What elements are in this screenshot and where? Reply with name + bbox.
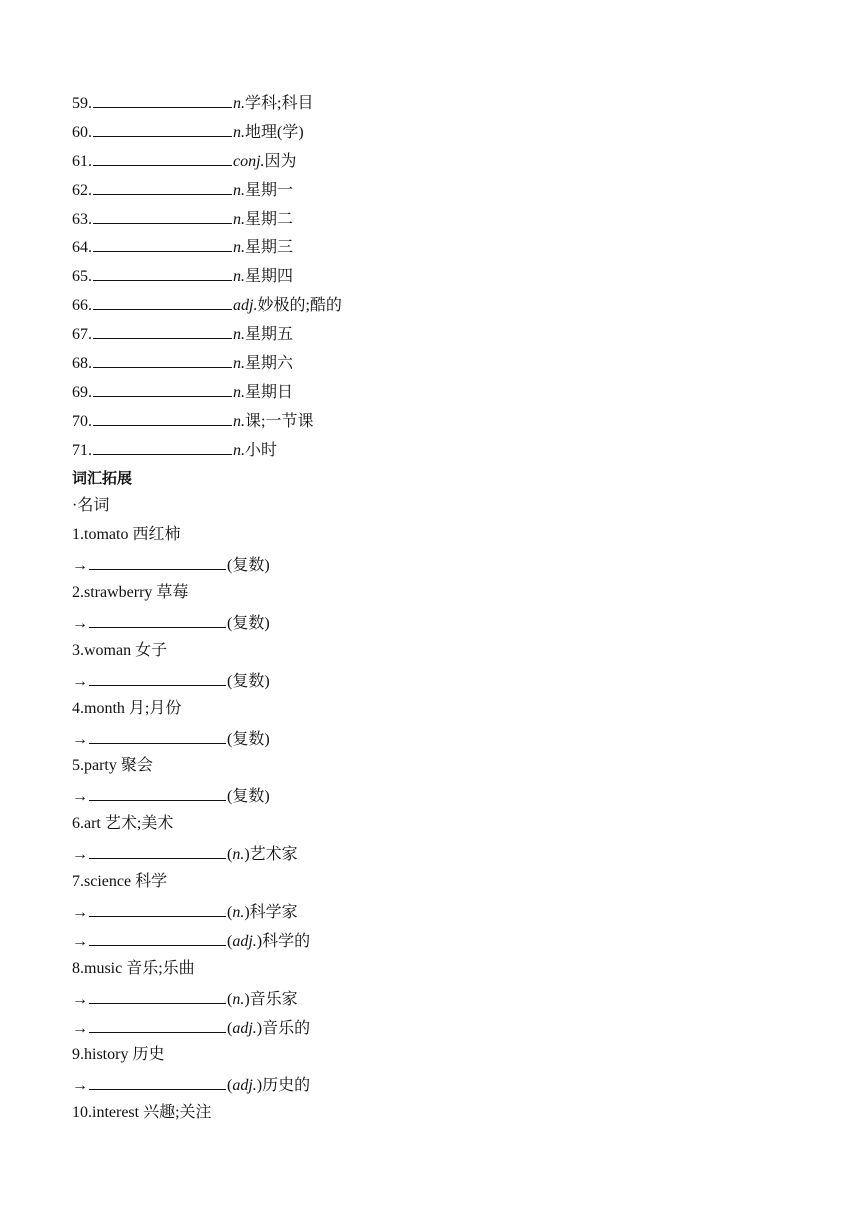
- paren-open: (: [227, 903, 233, 921]
- answer-blank[interactable]: [93, 146, 232, 166]
- arrow-icon: →: [72, 932, 88, 950]
- meaning: 星期四: [245, 268, 294, 286]
- vocab-item: [72, 117, 792, 146]
- vocab-item: [72, 232, 792, 261]
- answer-blank[interactable]: [89, 1070, 226, 1090]
- form-note: )科学的: [256, 932, 311, 950]
- part-of-speech: n.: [233, 181, 245, 199]
- vocab-item: [72, 435, 792, 464]
- part-of-speech: n.: [232, 903, 245, 921]
- item-number: 60.: [72, 123, 92, 141]
- item-number: 59.: [72, 95, 92, 112]
- derived-form-row: [72, 781, 792, 810]
- paren-open: (: [227, 990, 233, 1008]
- vocab-item: [72, 88, 792, 117]
- meaning: 地理(学): [245, 123, 304, 141]
- meaning: 星期六: [245, 355, 294, 373]
- answer-blank[interactable]: [93, 348, 232, 368]
- vocab-item: [72, 406, 792, 435]
- derived-form-row: [72, 1013, 792, 1042]
- answer-blank[interactable]: [89, 781, 226, 801]
- answer-blank[interactable]: [93, 175, 232, 195]
- answer-blank[interactable]: [89, 926, 226, 946]
- meaning: 妙极的;酷的: [257, 297, 342, 315]
- answer-blank[interactable]: [89, 897, 226, 917]
- headword: 3.woman 女子: [72, 641, 168, 659]
- vocab-list: [72, 88, 792, 464]
- answer-blank[interactable]: [93, 319, 232, 339]
- paren-open: (: [227, 1077, 233, 1095]
- vocab-item: [72, 377, 792, 406]
- meaning: 因为: [264, 152, 297, 170]
- vocab-item: [72, 290, 792, 319]
- headword: 1.tomato 西红柿: [72, 526, 181, 544]
- arrow-icon: →: [72, 557, 88, 575]
- item-number: 63.: [72, 210, 92, 228]
- answer-blank[interactable]: [93, 435, 232, 455]
- form-note: )艺术家: [244, 846, 298, 864]
- item-number: 68.: [72, 355, 92, 373]
- answer-blank[interactable]: [93, 290, 232, 310]
- part-of-speech: n.: [233, 441, 245, 459]
- arrow-icon: →: [72, 846, 88, 864]
- meaning: 星期日: [245, 383, 294, 401]
- form-note: 复数): [232, 788, 270, 806]
- derived-form-row: [72, 926, 792, 955]
- part-of-speech: n.: [233, 95, 245, 112]
- worksheet: [72, 88, 792, 1128]
- headword: 2.strawberry 草莓: [72, 584, 189, 602]
- answer-blank[interactable]: [89, 984, 226, 1004]
- part-of-speech: conj.: [233, 152, 265, 170]
- form-note: 复数): [232, 672, 270, 690]
- meaning: 星期一: [245, 181, 294, 199]
- paren-open: (: [227, 1019, 233, 1037]
- derived-form-row: [72, 724, 792, 753]
- meaning: 星期二: [245, 210, 294, 228]
- arrow-icon: →: [72, 730, 88, 748]
- item-number: 61.: [72, 152, 92, 170]
- answer-blank[interactable]: [93, 406, 232, 426]
- part-of-speech: n.: [233, 412, 245, 430]
- derived-form-row: [72, 897, 792, 926]
- item-number: 66.: [72, 297, 92, 315]
- headword: 4.month 月;月份: [72, 699, 182, 717]
- meaning: 学科;科目: [245, 95, 314, 112]
- part-of-speech: n.: [233, 383, 245, 401]
- item-number: 69.: [72, 383, 92, 401]
- subsection-title: ·名词: [72, 497, 110, 515]
- paren-open: (: [227, 788, 233, 806]
- part-of-speech: adj.: [232, 932, 257, 950]
- arrow-icon: →: [72, 1077, 88, 1095]
- derived-form-row: [72, 550, 792, 579]
- arrow-icon: →: [72, 990, 88, 1008]
- paren-open: (: [227, 932, 233, 950]
- arrow-icon: →: [72, 788, 88, 806]
- headword: 6.art 艺术;美术: [72, 815, 174, 833]
- part-of-speech: n.: [232, 846, 245, 864]
- headword: 8.music 音乐;乐曲: [72, 959, 195, 977]
- paren-open: (: [227, 730, 233, 748]
- item-number: 65.: [72, 268, 92, 286]
- paren-open: (: [227, 557, 233, 575]
- meaning: 星期三: [245, 239, 294, 257]
- expansion-list: [72, 521, 792, 1128]
- item-number: 64.: [72, 239, 92, 257]
- form-note: 复数): [232, 557, 270, 575]
- part-of-speech: n.: [233, 326, 245, 344]
- part-of-speech: n.: [233, 239, 245, 257]
- answer-blank[interactable]: [93, 117, 232, 137]
- arrow-icon: →: [72, 903, 88, 921]
- derived-form-row: [72, 608, 792, 637]
- answer-blank[interactable]: [93, 261, 232, 281]
- form-note: )历史的: [256, 1077, 311, 1095]
- part-of-speech: n.: [233, 268, 245, 286]
- part-of-speech: adj.: [232, 1077, 257, 1095]
- form-note: )科学家: [244, 903, 298, 921]
- arrow-icon: →: [72, 672, 88, 690]
- headword: 9.history 历史: [72, 1046, 165, 1064]
- part-of-speech: n.: [233, 210, 245, 228]
- vocab-item: [72, 175, 792, 204]
- paren-open: (: [227, 672, 233, 690]
- meaning: 小时: [245, 441, 278, 459]
- arrow-icon: →: [72, 1019, 88, 1037]
- headword: 10.interest 兴趣;关注: [72, 1104, 212, 1122]
- answer-blank[interactable]: [89, 608, 226, 628]
- item-number: 70.: [72, 412, 92, 430]
- item-number: 67.: [72, 326, 92, 344]
- answer-blank[interactable]: [89, 1013, 226, 1033]
- answer-blank[interactable]: [93, 204, 232, 224]
- answer-blank[interactable]: [93, 232, 232, 252]
- form-note: 复数): [232, 615, 270, 633]
- vocab-item: [72, 146, 792, 175]
- derived-form-row: [72, 666, 792, 695]
- part-of-speech: n.: [232, 990, 245, 1008]
- answer-blank[interactable]: [93, 88, 232, 108]
- headword: 7.science 科学: [72, 873, 168, 891]
- meaning: 课;一节课: [245, 412, 314, 430]
- answer-blank[interactable]: [93, 377, 232, 397]
- vocab-item: [72, 204, 792, 233]
- answer-blank[interactable]: [89, 839, 226, 859]
- vocab-item: [72, 348, 792, 377]
- headword: 5.party 聚会: [72, 757, 153, 775]
- paren-open: (: [227, 846, 233, 864]
- part-of-speech: n.: [233, 355, 245, 373]
- form-note: 复数): [232, 730, 270, 748]
- vocab-item: [72, 319, 792, 348]
- derived-form-row: [72, 1070, 792, 1099]
- answer-blank[interactable]: [89, 724, 226, 744]
- derived-form-row: [72, 839, 792, 868]
- paren-open: (: [227, 615, 233, 633]
- section-title: 词汇拓展: [72, 468, 133, 487]
- meaning: 星期五: [245, 326, 294, 344]
- answer-blank[interactable]: [89, 666, 226, 686]
- part-of-speech: adj.: [232, 1019, 257, 1037]
- item-number: 62.: [72, 181, 92, 199]
- arrow-icon: →: [72, 615, 88, 633]
- answer-blank[interactable]: [89, 550, 226, 570]
- derived-form-row: [72, 984, 792, 1013]
- item-number: 71.: [72, 441, 92, 459]
- form-note: )音乐家: [244, 990, 298, 1008]
- part-of-speech: adj.: [233, 297, 258, 315]
- form-note: )音乐的: [256, 1019, 311, 1037]
- vocab-item: [72, 261, 792, 290]
- part-of-speech: n.: [233, 123, 245, 141]
